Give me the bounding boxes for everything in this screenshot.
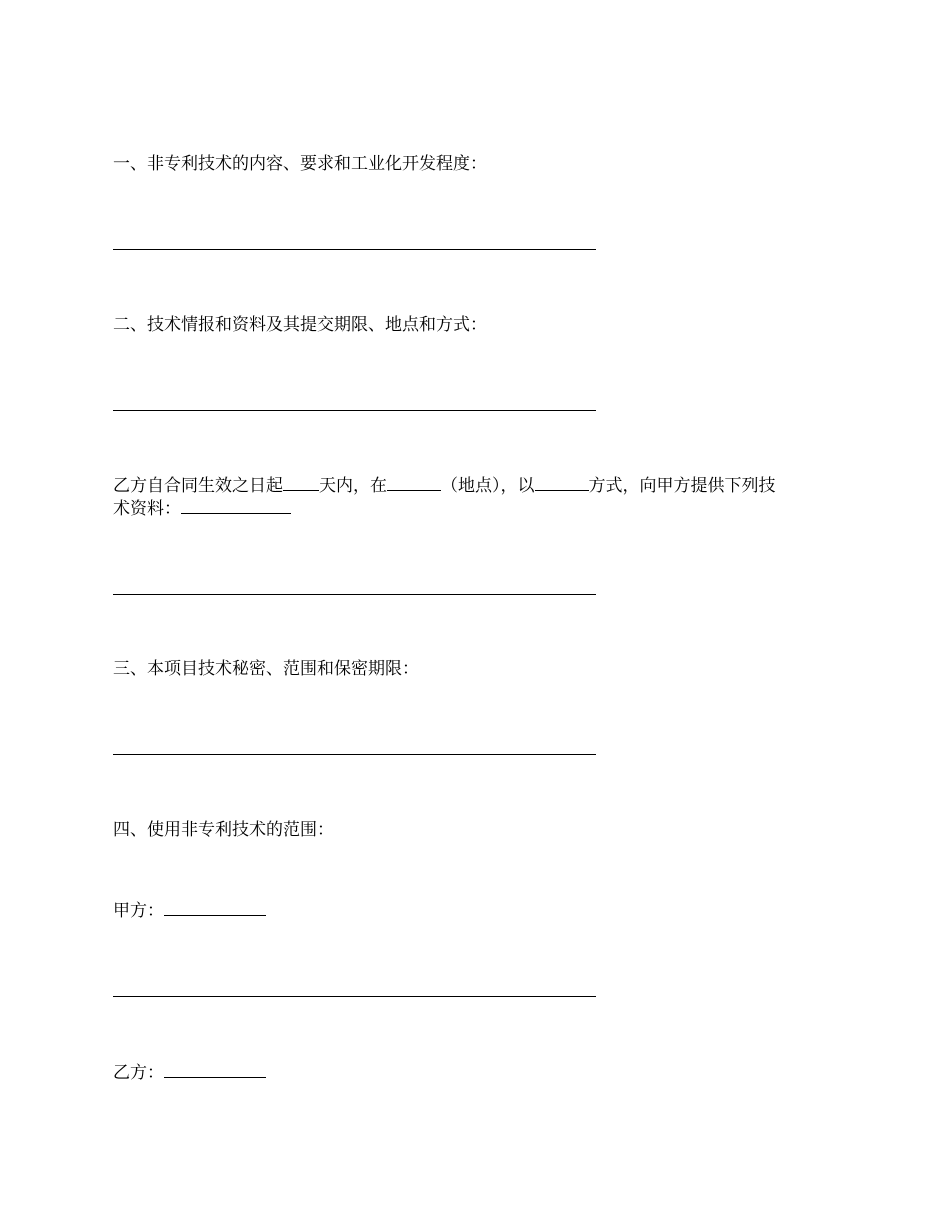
materials-blank [181, 497, 291, 514]
party-a-blank [164, 899, 266, 916]
delivery-text-d: 方式，向甲方提供下列技 [588, 476, 776, 496]
party-b-blank [164, 1061, 266, 1078]
section-2-heading: 二、技术情报和资料及其提交期限、地点和方式： [113, 315, 487, 335]
party-a-label: 甲方： [113, 901, 164, 921]
location-blank [387, 474, 441, 491]
delivery-text-b: 天内，在 [319, 476, 387, 496]
section-4-heading: 四、使用非专利技术的范围： [113, 820, 334, 840]
fill-line-1 [113, 249, 596, 250]
method-blank [535, 474, 589, 491]
fill-line-5 [113, 996, 596, 997]
delivery-text-e: 术资料： [113, 499, 181, 519]
delivery-paragraph [113, 474, 843, 520]
delivery-text-c: （地点），以 [441, 476, 535, 496]
section-3-heading: 三、本项目技术秘密、范围和保密期限： [113, 659, 419, 679]
party-b-label: 乙方： [113, 1063, 164, 1083]
days-blank [283, 474, 319, 491]
fill-line-4 [113, 754, 596, 755]
fill-line-2 [113, 410, 596, 411]
delivery-text-a: 乙方自合同生效之日起 [113, 476, 283, 496]
party-b-line [113, 1061, 266, 1083]
fill-line-3 [113, 594, 596, 595]
party-a-line [113, 899, 266, 921]
section-1-heading: 一、非专利技术的内容、要求和工业化开发程度： [113, 154, 487, 174]
